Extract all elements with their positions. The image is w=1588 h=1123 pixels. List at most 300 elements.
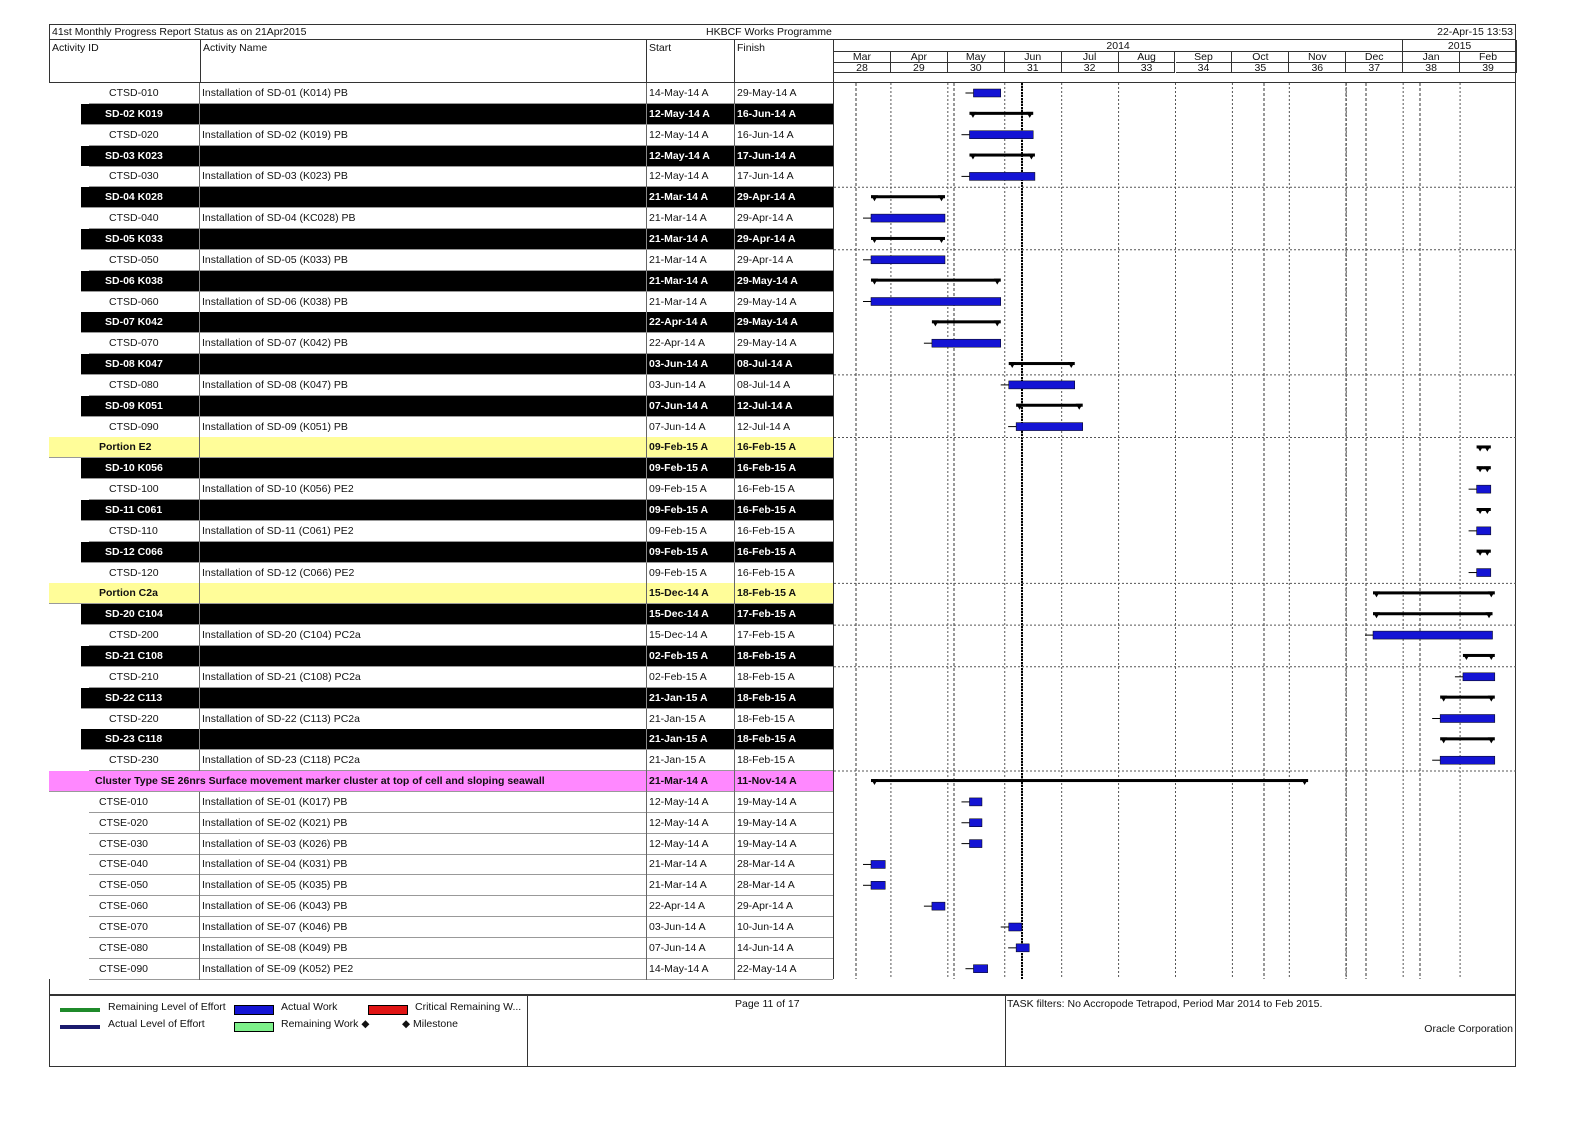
row-indent — [49, 104, 81, 125]
portion-row[interactable] — [49, 437, 833, 458]
actual-work-bar — [1477, 527, 1491, 535]
summary-end-cap — [1488, 591, 1495, 597]
activity-id: Portion E2 — [99, 441, 152, 454]
month-label: Nov — [1289, 52, 1346, 63]
activity-id: SD-04 K028 — [105, 191, 163, 204]
column-separator — [734, 292, 735, 313]
row-indent — [49, 479, 89, 500]
column-separator — [734, 146, 735, 167]
col-activity-id[interactable]: Activity ID — [50, 40, 201, 82]
column-separator — [734, 104, 735, 125]
column-separator — [199, 729, 200, 750]
column-separator — [199, 312, 200, 333]
activity-row[interactable] — [49, 750, 833, 771]
month-label: May — [948, 52, 1005, 63]
wbs-row[interactable] — [49, 104, 833, 125]
remaining-loe-swatch — [60, 1008, 100, 1012]
start-date: 21-Mar-14 A — [649, 775, 709, 788]
column-separator — [734, 729, 735, 750]
start-date: 14-May-14 A — [649, 87, 709, 99]
actual-work-swatch — [234, 1005, 274, 1015]
column-separator — [646, 479, 647, 500]
column-separator — [646, 166, 647, 187]
row-indent — [49, 271, 81, 292]
row-indent — [49, 354, 81, 375]
finish-date: 29-May-14 A — [737, 87, 797, 99]
finish-date: 29-Apr-14 A — [737, 253, 794, 266]
activity-id: SD-20 C104 — [105, 608, 163, 621]
activity-row[interactable] — [49, 292, 833, 313]
start-date: 07-Jun-14 A — [649, 941, 706, 954]
activity-name: Installation of SD-23 (C118) PC2a — [202, 754, 360, 767]
wbs-row[interactable] — [49, 604, 833, 625]
finish-date: 28-Mar-14 A — [737, 879, 795, 892]
row-indent — [49, 667, 89, 688]
column-separator — [734, 917, 735, 938]
start-date: 12-May-14 A — [649, 837, 709, 850]
legend-actual-work: Actual Work — [281, 1001, 338, 1013]
activity-id: CTSE-050 — [99, 879, 149, 892]
actual-work-bar — [969, 798, 982, 806]
activity-id: CTSE-040 — [99, 858, 149, 871]
row-indent — [49, 458, 81, 479]
column-separator — [734, 458, 735, 479]
column-separator — [734, 229, 735, 250]
row-indent — [49, 646, 81, 667]
finish-date: 08-Jul-14 A — [737, 358, 793, 371]
column-separator — [199, 271, 200, 292]
actual-work-bar — [932, 339, 1001, 347]
column-separator — [646, 688, 647, 709]
month-label: Apr — [891, 52, 948, 63]
row-indent — [49, 500, 81, 521]
column-separator — [734, 125, 735, 146]
week-label: 35 — [1232, 63, 1289, 73]
row-indent — [49, 875, 89, 896]
activity-row[interactable] — [49, 667, 833, 688]
cluster-row[interactable] — [49, 771, 833, 792]
activity-id: SD-09 K051 — [105, 399, 163, 412]
column-separator — [646, 583, 647, 604]
activity-row[interactable] — [49, 896, 833, 917]
row-indent — [49, 208, 89, 229]
start-date: 21-Mar-14 A — [649, 879, 707, 892]
row-indent — [49, 333, 89, 354]
wbs-row[interactable] — [49, 312, 833, 333]
start-date: 21-Mar-14 A — [649, 212, 707, 225]
start-date: 07-Jun-14 A — [649, 420, 706, 433]
legend-remaining-work-label: Remaining Work — [281, 1018, 359, 1030]
activity-id: CTSD-080 — [109, 378, 159, 391]
row-indent — [49, 854, 89, 875]
activity-id: CTSD-020 — [109, 128, 159, 141]
week-label: 28 — [834, 63, 891, 73]
finish-date: 28-Mar-14 A — [737, 858, 795, 871]
activity-row[interactable] — [49, 875, 833, 896]
activity-row[interactable] — [49, 333, 833, 354]
finish-date: 17-Feb-15 A — [737, 629, 795, 642]
row-indent — [49, 292, 89, 313]
wbs-row[interactable] — [49, 646, 833, 667]
row-indent — [49, 396, 81, 417]
column-separator — [199, 521, 200, 542]
col-start[interactable]: Start — [647, 40, 735, 82]
finish-date: 19-May-14 A — [737, 795, 797, 808]
wbs-row[interactable] — [49, 500, 833, 521]
column-separator — [646, 250, 647, 271]
start-date: 12-May-14 A — [649, 149, 710, 162]
activity-name: Installation of SE-01 (K017) PB — [202, 795, 348, 808]
activity-id: CTSE-080 — [99, 941, 149, 954]
start-date: 03-Jun-14 A — [649, 358, 709, 371]
activity-row[interactable] — [49, 208, 833, 229]
column-separator — [646, 813, 647, 834]
activity-row[interactable] — [49, 166, 833, 187]
report-datetime: 22-Apr-15 13:53 — [1437, 26, 1513, 38]
activity-row[interactable] — [49, 959, 833, 980]
column-separator — [646, 312, 647, 333]
actual-work-bar — [973, 965, 987, 973]
actual-work-bar — [1463, 673, 1495, 681]
activity-row[interactable] — [49, 479, 833, 500]
column-separator — [646, 834, 647, 855]
summary-start-cap — [1373, 591, 1380, 597]
activity-name: Installation of SE-03 (K026) PB — [202, 837, 348, 850]
legend-remaining-work — [281, 1018, 369, 1030]
column-separator — [199, 750, 200, 771]
start-date: 12-May-14 A — [649, 816, 709, 829]
actual-work-bar — [1477, 485, 1491, 493]
column-separator — [646, 938, 647, 959]
activity-row[interactable] — [49, 854, 833, 875]
column-separator — [646, 354, 647, 375]
column-separator — [646, 792, 647, 813]
wbs-row[interactable] — [49, 187, 833, 208]
timescale — [834, 40, 1517, 82]
activity-id: CTSD-030 — [109, 170, 159, 183]
column-separator — [646, 521, 647, 542]
wbs-row[interactable] — [49, 229, 833, 250]
activity-row[interactable] — [49, 938, 833, 959]
row-indent — [49, 229, 81, 250]
summary-bar — [969, 154, 1034, 157]
gantt-svg — [834, 83, 1517, 979]
month-label: Jul — [1062, 52, 1119, 63]
start-date: 03-Jun-14 A — [649, 378, 706, 391]
finish-date: 16-Jun-14 A — [737, 128, 794, 141]
column-separator — [646, 625, 647, 646]
finish-date: 16-Feb-15 A — [737, 462, 797, 475]
month-label: Feb — [1460, 52, 1517, 63]
activity-id: CTSD-210 — [109, 670, 159, 683]
finish-date: 29-Apr-14 A — [737, 900, 794, 913]
column-separator — [646, 417, 647, 438]
column-separator — [199, 834, 200, 855]
activity-name: Installation of SD-10 (K056) PE2 — [202, 483, 354, 496]
row-indent — [49, 187, 81, 208]
page-number: Page 11 of 17 — [735, 998, 800, 1010]
wbs-row[interactable] — [49, 271, 833, 292]
column-separator — [199, 417, 200, 438]
activity-name: Installation of SD-22 (C113) PC2a — [202, 712, 360, 725]
legend-milestone — [402, 1018, 458, 1030]
activity-id: CTSD-220 — [109, 712, 159, 725]
finish-date: 22-May-14 A — [737, 962, 797, 975]
col-finish[interactable]: Finish — [735, 40, 834, 82]
column-separator — [734, 792, 735, 813]
footer-divider — [1005, 996, 1006, 1066]
summary-bar — [871, 195, 945, 198]
start-date: 09-Feb-15 A — [649, 545, 709, 558]
activity-id: SD-12 C066 — [105, 545, 163, 558]
activity-row[interactable] — [49, 709, 833, 730]
start-date: 09-Feb-15 A — [649, 504, 709, 516]
year-label: 2014 — [834, 40, 1403, 52]
column-separator — [199, 646, 200, 667]
column-separator — [734, 83, 735, 104]
activity-row[interactable] — [49, 250, 833, 271]
activity-name: Installation of SD-03 (K023) PB — [202, 170, 348, 183]
column-separator — [734, 667, 735, 688]
actual-work-bar — [969, 840, 982, 848]
wbs-row[interactable] — [49, 458, 833, 479]
column-separator — [734, 271, 735, 292]
activity-row[interactable] — [49, 917, 833, 938]
start-date: 15-Dec-14 A — [649, 608, 709, 621]
column-separator — [199, 250, 200, 271]
column-separator — [199, 792, 200, 813]
finish-date: 12-Jul-14 A — [737, 420, 791, 433]
column-separator — [199, 563, 200, 584]
start-date: 09-Feb-15 A — [649, 462, 709, 475]
column-separator — [199, 375, 200, 396]
company-name: Oracle Corporation — [1424, 1023, 1513, 1035]
wbs-row[interactable] — [49, 146, 833, 167]
column-separator — [199, 542, 200, 563]
activity-name: Installation of SD-08 (K047) PB — [202, 378, 348, 391]
start-date: 02-Feb-15 A — [649, 670, 707, 683]
column-separator — [734, 750, 735, 771]
column-separator — [734, 834, 735, 855]
start-date: 21-Mar-14 A — [649, 274, 709, 287]
column-separator — [734, 396, 735, 417]
column-separator — [199, 229, 200, 250]
activity-id: CTSD-070 — [109, 337, 159, 350]
column-separator — [734, 333, 735, 354]
portion-row[interactable] — [49, 583, 833, 604]
finish-date: 19-May-14 A — [737, 837, 797, 850]
actual-work-bar — [969, 819, 982, 827]
row-indent — [49, 959, 89, 980]
actual-work-bar — [1477, 569, 1491, 577]
column-separator — [646, 83, 647, 104]
column-separator — [199, 667, 200, 688]
row-indent — [49, 917, 89, 938]
start-date: 12-May-14 A — [649, 795, 709, 808]
activity-name: Installation of SD-12 (C066) PE2 — [202, 566, 355, 579]
finish-date: 16-Feb-15 A — [737, 545, 797, 558]
start-date: 21-Jan-15 A — [649, 712, 706, 725]
column-separator — [199, 458, 200, 479]
summary-bar — [932, 320, 1001, 323]
activity-row[interactable] — [49, 375, 833, 396]
activity-id: SD-07 K042 — [105, 316, 163, 329]
month-label: Mar — [834, 52, 891, 63]
column-separator — [646, 292, 647, 313]
column-separator — [646, 333, 647, 354]
activity-id: Portion C2a — [99, 587, 158, 600]
row-indent — [49, 83, 89, 104]
actual-work-bar — [973, 89, 1000, 97]
start-date: 12-May-14 A — [649, 107, 710, 120]
activity-id: CTSE-090 — [99, 962, 149, 975]
start-date: 15-Dec-14 A — [649, 629, 708, 642]
activity-id: Cluster Type SE 26nrs Surface movement marker cluster at top of cell and sloping seawall — [95, 775, 545, 788]
activity-id: CTSD-010 — [109, 87, 159, 99]
column-separator — [646, 854, 647, 875]
activity-id: SD-10 K056 — [105, 462, 163, 475]
activity-row[interactable] — [49, 83, 833, 104]
start-date: 12-May-14 A — [649, 128, 709, 141]
column-separator — [199, 396, 200, 417]
week-label: 39 — [1460, 63, 1517, 73]
column-separator — [646, 563, 647, 584]
activity-id: SD-02 K019 — [105, 107, 163, 120]
activity-row[interactable] — [49, 625, 833, 646]
activity-name: Installation of SD-07 (K042) PB — [202, 337, 348, 350]
activity-name: Installation of SD-21 (C108) PC2a — [202, 670, 361, 683]
column-separator — [734, 166, 735, 187]
finish-date: 29-Apr-14 A — [737, 232, 796, 245]
wbs-row[interactable] — [49, 542, 833, 563]
column-separator — [199, 583, 200, 604]
finish-date: 16-Feb-15 A — [737, 483, 795, 496]
column-separator — [646, 125, 647, 146]
actual-work-bar — [1440, 715, 1495, 723]
activity-row[interactable] — [49, 521, 833, 542]
activity-id: CTSE-020 — [99, 816, 149, 829]
row-indent — [49, 521, 89, 542]
column-separator — [646, 104, 647, 125]
row-indent — [49, 896, 89, 917]
week-label: 33 — [1119, 63, 1176, 73]
start-date: 12-May-14 A — [649, 170, 709, 183]
column-separator — [734, 521, 735, 542]
activity-row[interactable] — [49, 834, 833, 855]
finish-date: 12-Jul-14 A — [737, 399, 793, 412]
column-separator — [734, 563, 735, 584]
column-separator — [199, 354, 200, 375]
column-separator — [199, 854, 200, 875]
finish-date: 29-Apr-14 A — [737, 191, 796, 204]
start-date: 02-Feb-15 A — [649, 649, 709, 662]
activity-name: Installation of SD-02 (K019) PB — [202, 128, 348, 141]
activity-id: SD-06 K038 — [105, 274, 163, 287]
column-separator — [734, 771, 735, 792]
finish-date: 29-May-14 A — [737, 316, 798, 329]
actual-work-bar — [969, 172, 1034, 180]
start-date: 21-Mar-14 A — [649, 191, 709, 204]
activity-row[interactable] — [49, 792, 833, 813]
report-page — [49, 24, 1516, 1067]
wbs-row[interactable] — [49, 354, 833, 375]
column-separator — [646, 458, 647, 479]
finish-date: 14-Jun-14 A — [737, 941, 794, 954]
finish-date: 19-May-14 A — [737, 816, 797, 829]
activity-id: CTSE-010 — [99, 795, 149, 808]
col-activity-name[interactable]: Activity Name — [201, 40, 647, 82]
month-label: Dec — [1346, 52, 1403, 63]
column-separator — [646, 604, 647, 625]
column-separator — [734, 604, 735, 625]
row-indent — [49, 709, 89, 730]
wbs-row[interactable] — [49, 688, 833, 709]
column-separator — [646, 396, 647, 417]
column-separator — [646, 646, 647, 667]
task-filters: TASK filters: No Accropode Tetrapod, Period Mar 2014 to Feb 2015. — [1007, 998, 1323, 1010]
actual-work-bar — [871, 881, 885, 889]
week-label: 38 — [1403, 63, 1460, 73]
column-separator — [646, 917, 647, 938]
column-separator — [199, 479, 200, 500]
column-separator — [734, 479, 735, 500]
start-date: 09-Feb-15 A — [649, 524, 707, 537]
activity-row[interactable] — [49, 125, 833, 146]
milestone-icon: ◆ — [361, 1018, 370, 1030]
start-date: 21-Jan-15 A — [649, 733, 708, 746]
actual-work-bar — [1373, 631, 1493, 639]
start-date: 21-Mar-14 A — [649, 232, 709, 245]
row-indent — [49, 563, 89, 584]
row-indent — [49, 688, 81, 709]
activity-id: CTSD-050 — [109, 253, 159, 266]
column-separator — [646, 229, 647, 250]
legend-remaining-loe: Remaining Level of Effort — [108, 1001, 226, 1013]
actual-work-bar — [1016, 423, 1083, 431]
column-separator — [734, 437, 735, 458]
column-separator — [199, 104, 200, 125]
programme-title: HKBCF Works Programme — [706, 26, 832, 38]
summary-bar — [1373, 612, 1493, 615]
activity-row[interactable] — [49, 417, 833, 438]
activity-id: CTSD-230 — [109, 754, 159, 767]
row-indent — [49, 375, 89, 396]
column-separator — [199, 896, 200, 917]
start-date: 09-Feb-15 A — [649, 566, 707, 579]
row-indent — [49, 417, 89, 438]
column-separator — [734, 583, 735, 604]
actual-work-bar — [932, 902, 945, 910]
column-separator — [734, 417, 735, 438]
finish-date: 18-Feb-15 A — [737, 670, 795, 683]
week-label: 31 — [1005, 63, 1062, 73]
wbs-row[interactable] — [49, 396, 833, 417]
activity-id: SD-23 C118 — [105, 733, 163, 746]
activity-id: SD-08 K047 — [105, 358, 163, 371]
activity-row[interactable] — [49, 563, 833, 584]
wbs-row[interactable] — [49, 729, 833, 750]
row-indent — [49, 542, 81, 563]
column-separator — [734, 542, 735, 563]
finish-date: 18-Feb-15 A — [737, 733, 797, 746]
finish-date: 11-Nov-14 A — [737, 775, 797, 788]
activity-row[interactable] — [49, 813, 833, 834]
actual-work-bar — [871, 256, 945, 264]
column-separator — [199, 625, 200, 646]
activity-id: SD-21 C108 — [105, 649, 163, 662]
activity-name: Installation of SE-09 (K052) PE2 — [202, 962, 354, 975]
finish-date: 16-Jun-14 A — [737, 107, 797, 120]
